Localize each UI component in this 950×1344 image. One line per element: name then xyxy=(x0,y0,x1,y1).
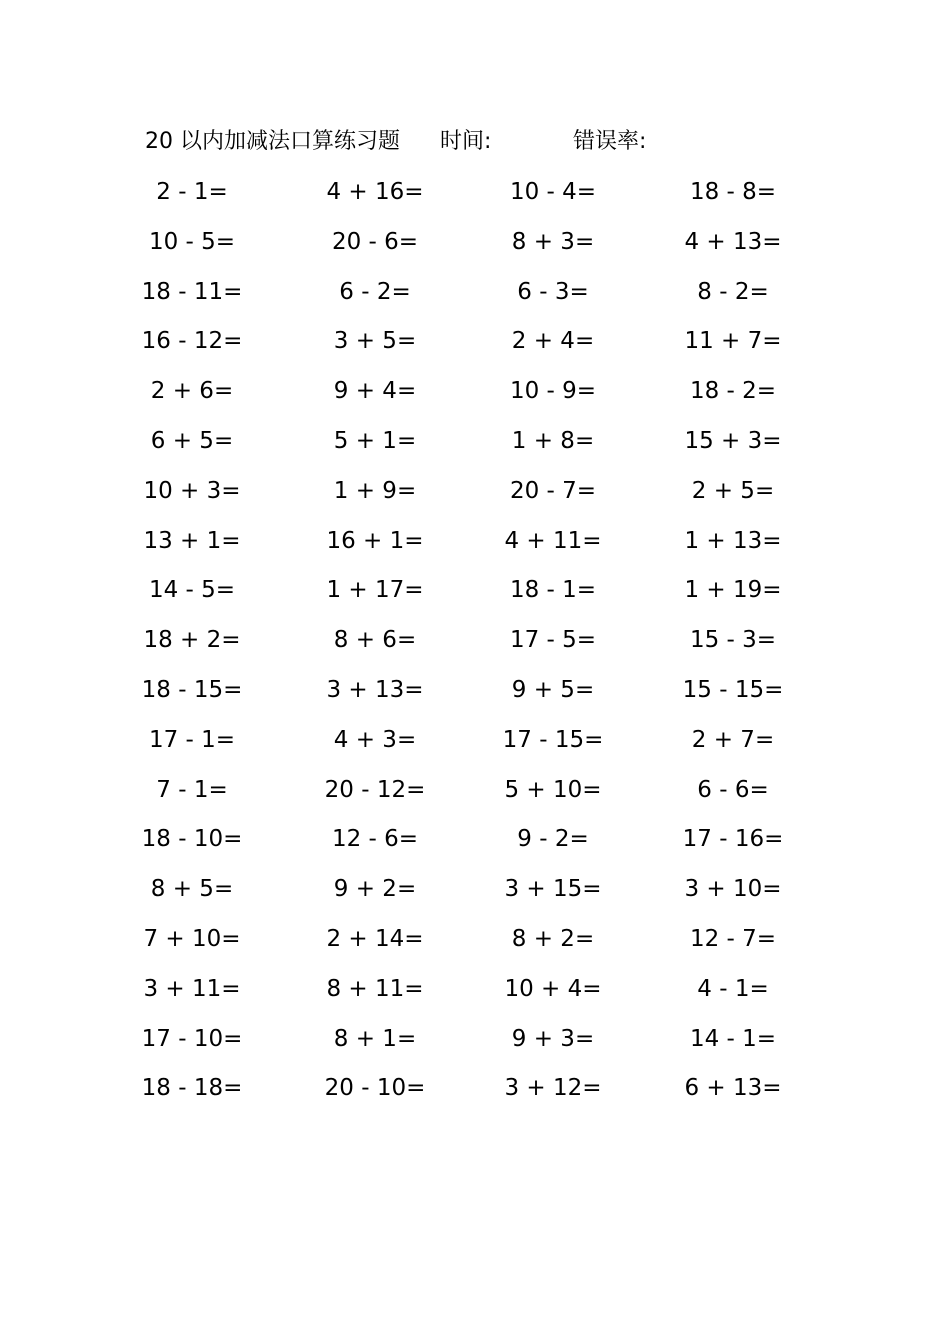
problem-item: 10 + 3= xyxy=(143,477,241,504)
problem-item: 18 - 15= xyxy=(141,677,243,703)
problem-item: 6 + 5= xyxy=(150,428,234,454)
problem-item: 8 + 6= xyxy=(333,627,417,654)
problem-item: 14 - 5= xyxy=(148,577,236,604)
problem-item: 2 - 1= xyxy=(156,179,228,205)
problem-item: 2 + 6= xyxy=(150,378,234,405)
problem-item: 10 - 9= xyxy=(509,378,597,405)
problem-item: 18 - 18= xyxy=(141,1075,243,1102)
problem-item: 5 + 10= xyxy=(504,776,602,803)
problem-item: 12 - 6= xyxy=(331,826,419,853)
problem-item: 15 + 3= xyxy=(684,428,782,454)
problem-item: 5 + 1= xyxy=(333,428,417,454)
problem-item: 6 - 2= xyxy=(339,278,411,305)
problem-item: 14 - 1= xyxy=(689,1025,777,1052)
problem-item: 3 + 13= xyxy=(326,677,424,703)
problem-item: 6 - 6= xyxy=(697,776,769,803)
problem-item: 18 + 2= xyxy=(143,627,241,654)
problem-item: 18 - 1= xyxy=(509,577,597,604)
time-label: 时间: xyxy=(440,129,492,154)
problem-item: 17 - 10= xyxy=(141,1025,243,1052)
problem-item: 4 + 11= xyxy=(504,527,602,554)
problem-item: 4 - 1= xyxy=(697,975,769,1002)
problem-item: 18 - 10= xyxy=(141,826,243,853)
problem-item: 20 - 12= xyxy=(324,776,426,803)
problem-item: 10 - 4= xyxy=(509,179,597,205)
problem-item: 8 + 3= xyxy=(511,228,595,255)
problem-item: 8 + 1= xyxy=(333,1025,417,1052)
problem-item: 8 + 2= xyxy=(511,926,595,952)
problem-item: 3 + 10= xyxy=(684,876,782,903)
problem-item: 15 - 3= xyxy=(689,627,777,654)
problem-item: 6 - 3= xyxy=(517,278,589,305)
problem-item: 2 + 14= xyxy=(326,926,424,952)
problem-item: 1 + 9= xyxy=(333,477,417,504)
problem-item: 18 - 2= xyxy=(689,378,777,405)
error-rate-label: 错误率: xyxy=(573,129,647,154)
problem-item: 4 + 3= xyxy=(333,726,417,753)
problem-item: 7 + 10= xyxy=(143,926,241,952)
problem-item: 6 + 13= xyxy=(684,1075,782,1102)
problem-item: 10 + 4= xyxy=(504,975,602,1002)
problem-item: 12 - 7= xyxy=(689,926,777,952)
problem-item: 2 + 7= xyxy=(691,726,775,753)
problem-item: 18 - 11= xyxy=(141,278,243,305)
problem-item: 1 + 13= xyxy=(684,527,782,554)
problem-item: 2 + 5= xyxy=(691,477,775,504)
problem-item: 20 - 7= xyxy=(509,477,597,504)
problem-item: 20 - 6= xyxy=(331,228,419,255)
problem-item: 8 + 11= xyxy=(326,975,424,1002)
problem-item: 3 + 11= xyxy=(143,975,241,1002)
problem-item: 18 - 8= xyxy=(689,179,777,205)
problem-item: 2 + 4= xyxy=(511,328,595,355)
problem-item: 1 + 8= xyxy=(511,428,595,454)
problem-item: 10 - 5= xyxy=(148,228,236,255)
problem-item: 4 + 16= xyxy=(326,179,424,205)
problem-item: 9 - 2= xyxy=(517,826,589,853)
problem-item: 3 + 5= xyxy=(333,328,417,355)
problem-item: 7 - 1= xyxy=(156,776,228,803)
problem-item: 3 + 12= xyxy=(504,1075,602,1102)
problem-item: 13 + 1= xyxy=(143,527,241,554)
problem-item: 17 - 5= xyxy=(509,627,597,654)
problem-item: 4 + 13= xyxy=(684,228,782,255)
problem-item: 16 + 1= xyxy=(326,527,424,554)
problem-item: 17 - 16= xyxy=(682,826,784,853)
problem-item: 8 - 2= xyxy=(697,278,769,305)
problem-item: 1 + 17= xyxy=(326,577,424,604)
problem-item: 11 + 7= xyxy=(684,328,782,355)
problem-item: 9 + 5= xyxy=(511,677,595,703)
problem-item: 9 + 3= xyxy=(511,1025,595,1052)
worksheet-title: 20 以内加减法口算练习题 xyxy=(145,129,400,154)
problem-item: 8 + 5= xyxy=(150,876,234,903)
problem-item: 9 + 2= xyxy=(333,876,417,903)
problem-item: 15 - 15= xyxy=(682,677,784,703)
problem-item: 9 + 4= xyxy=(333,378,417,405)
problem-item: 1 + 19= xyxy=(684,577,782,604)
problem-item: 16 - 12= xyxy=(141,328,243,355)
problem-item: 3 + 15= xyxy=(504,876,602,903)
problem-item: 17 - 1= xyxy=(148,726,236,753)
problem-item: 20 - 10= xyxy=(324,1075,426,1102)
problem-item: 17 - 15= xyxy=(502,726,604,753)
